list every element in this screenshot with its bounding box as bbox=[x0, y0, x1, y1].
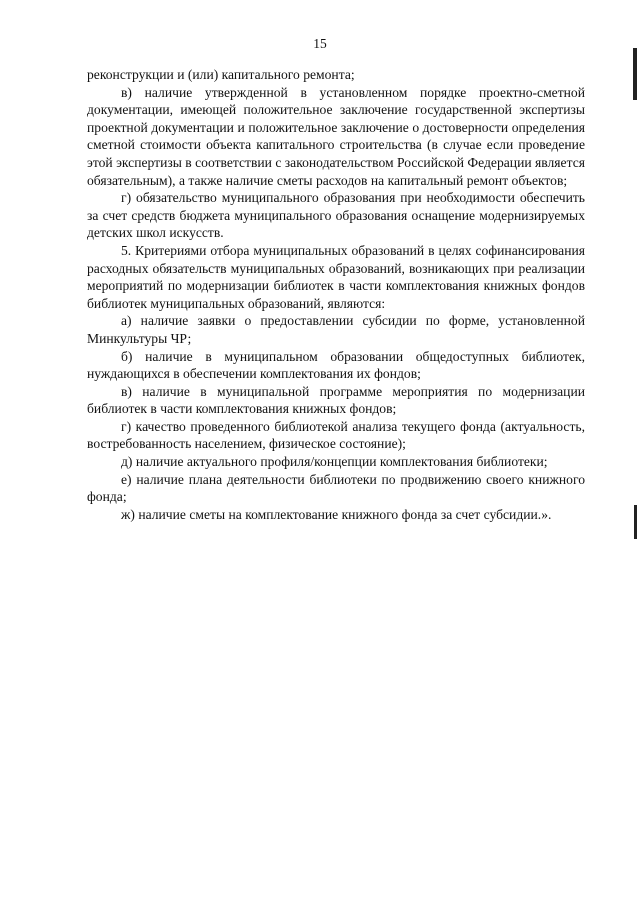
paragraph-item-v: в) наличие утвержденной в установленном порядке проектно-сметной документации, имеющей положительное заключение государственной экспертизы проектной документации и положительное заключение о достоверности определения сметной стоимости объекта капитального строительства (в случае если проведение этой экспертизы в соответствии с законодательством Российской Федерации является обязательным), а также наличие сметы расходов на капитальный ремонт объектов; bbox=[87, 84, 585, 188]
scan-edge-mark bbox=[633, 48, 637, 100]
paragraph-continuation: реконструкции и (или) капитального ремонта; bbox=[87, 67, 355, 82]
paragraph-section-5: 5. Критериями отбора муниципальных образований в целях софинансирования расходных обязательств муниципальных образований, возникающих при реализации мероприятий по модернизации библиотек в части комплектования книжных фондов библиотек муниципальных образований, являются: bbox=[87, 242, 585, 311]
paragraph-item-b: б) наличие в муниципальном образовании общедоступных библиотек, нуждающихся в обеспечении комплектования их фондов; bbox=[87, 348, 585, 382]
scan-edge-mark-lower bbox=[634, 505, 637, 539]
paragraph-item-a: а) наличие заявки о предоставлении субсидии по форме, установленной Минкультуры ЧР; bbox=[87, 313, 585, 346]
paragraph-item-g: г) обязательство муниципального образования при необходимости обеспечить за счет средств бюджета муниципального образования оснащение модернизируемых детских школ искусств. bbox=[87, 190, 585, 241]
paragraph-item-v2: в) наличие в муниципальной программе мероприятия по модернизации библиотек в части комплектования книжных фондов; bbox=[87, 383, 585, 417]
document-body bbox=[87, 66, 585, 523]
page-number: 15 bbox=[313, 36, 327, 51]
paragraph-item-zh: ж) наличие сметы на комплектование книжного фонда за счет субсидии.». bbox=[121, 506, 552, 522]
paragraph-item-e: е) наличие плана деятельности библиотеки по продвижению своего книжного фонда; bbox=[87, 471, 585, 505]
paragraph-item-d: д) наличие актуального профиля/концепции комплектования библиотеки; bbox=[121, 454, 548, 470]
paragraph-item-g2: г) качество проведенного библиотекой анализа текущего фонда (актуальность, востребованность населением, физическое состояние); bbox=[87, 418, 585, 452]
